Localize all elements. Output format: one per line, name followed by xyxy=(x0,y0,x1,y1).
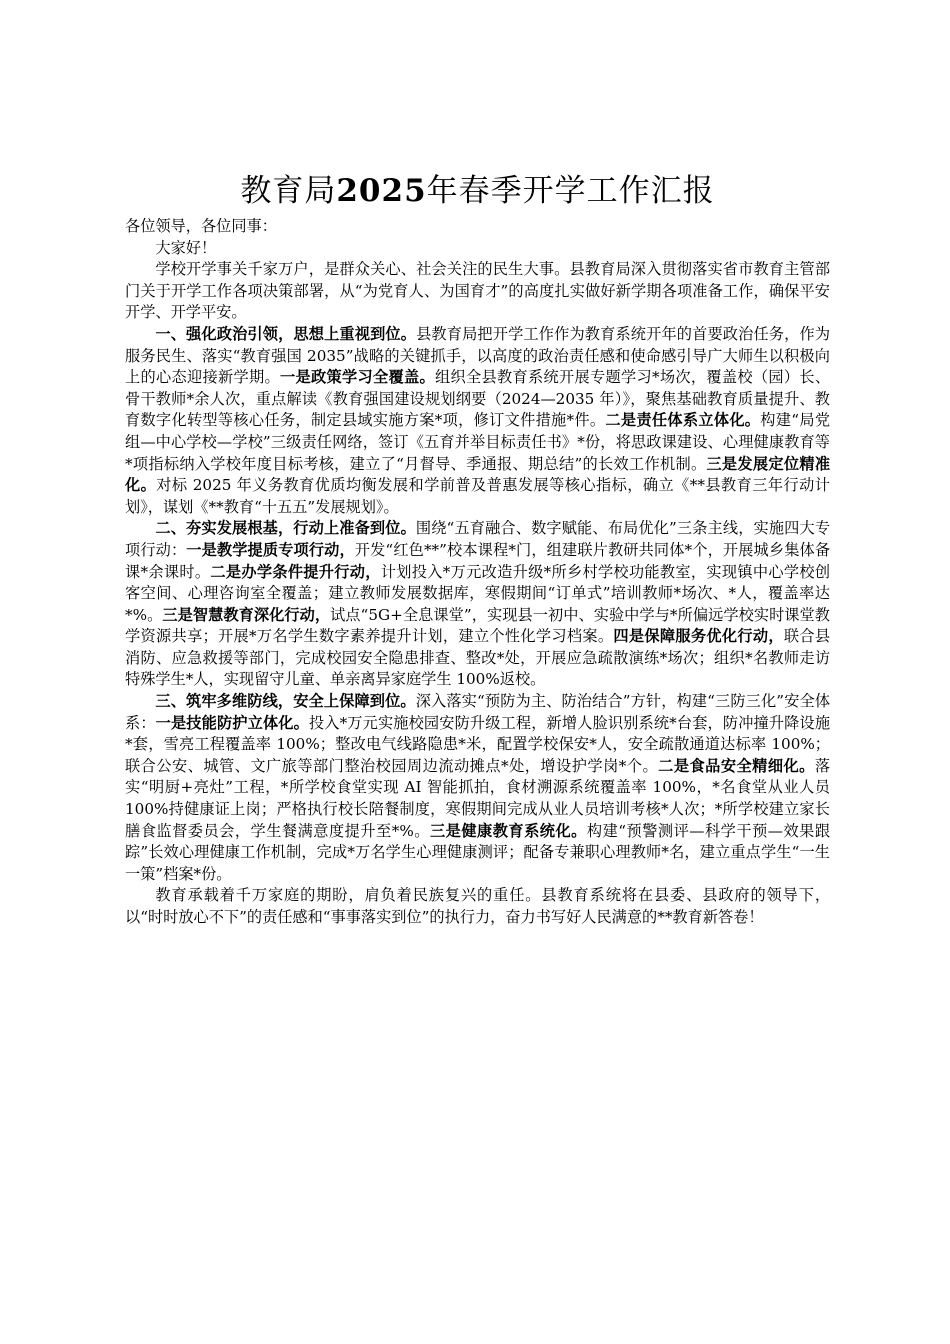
closing-paragraph: 教育承载着千万家庭的期盼，肩负着民族复兴的重任。县教育系统将在县委、县政府的领导下，以“时时放心不下”的责任感和“事事落实到位”的执行力，奋力书写好人民满意的**教育新答卷！ xyxy=(125,886,830,926)
section-3-text: 构建“预警测评—科学干预—效果跟踪”长效心理健康工作机制，完成*万名学生心理健康测评；配备专兼职心理教师*名，建立重点学生“一生一策”档案*份。 xyxy=(125,821,831,883)
section-2-sub-3: 三是智慧教育深化行动， xyxy=(162,605,331,624)
section-3-sub-3: 三是健康教育系统化。 xyxy=(429,821,587,840)
section-3-sub-2: 二是食品安全精细化。 xyxy=(658,756,815,775)
section-2-text: 围绕“五育融合、数字赋能、布局优化”三条主线，实施四大专项行动： xyxy=(125,519,831,559)
section-3-text: 落实“明厨+亮灶”工程，*所学校食堂实现 AI 智能抓拍，食材溯源系统覆盖率 100%，*名食堂从业人员 100%持健康证上岗；严格执行校长陪餐制度，寒假期间完成从业人员培训考核*人次；*所学校建立家长膳食监督委员会，学生餐满意度提升至*%。 xyxy=(125,756,831,840)
section-1-sub-2: 二是责任体系立体化。 xyxy=(605,411,761,430)
title-after: 年春季开学工作汇报 xyxy=(426,173,715,209)
section-1-sub-1: 一是政策学习全覆盖。 xyxy=(279,368,435,387)
section-3-text: 深入落实“预防为主、防治结合”方针，构建“三防三化”安全体系： xyxy=(125,692,831,732)
section-3-sub-1: 一是技能防护立体化。 xyxy=(155,713,309,732)
greeting: 大家好！ xyxy=(155,238,217,257)
section-3-text: 投入*万元实施校园安防升级工程，新增人脸识别系统*台套，防冲撞升降设施*套，雪亮工程覆盖率 100%；整改电气线路隐患*米，配置学校保安*人，安全疏散通道达标率 100%；联合公安、城管、文广旅等部门整治校园周边流动摊点*处，增设护学岗*个。 xyxy=(125,713,831,775)
section-3-heading: 三、筑牢多维防线，安全上保障到位。 xyxy=(155,692,416,711)
section-1-heading: 一、强化政治引领，思想上重视到位。 xyxy=(155,324,417,343)
salutation: 各位领导，各位同事： xyxy=(125,217,277,235)
title-year: 2025 xyxy=(336,173,427,209)
section-3-paragraph xyxy=(125,691,830,885)
title-before: 教育局 xyxy=(240,173,337,209)
section-2-sub-1: 一是教学提质专项行动， xyxy=(186,540,355,559)
section-2-text: 试点“5G+全息课堂”，实现县一初中、实验中学与*所偏远学校实时课堂教学资源共享；开展*万名学生数字素养提升计划，建立个性化学习档案。 xyxy=(125,605,830,646)
document-title xyxy=(125,168,830,214)
section-2-sub-4: 四是保障服务优化行动， xyxy=(613,627,784,646)
section-1-sub-3: 三是发展定位精准化。 xyxy=(125,454,831,495)
section-1-text: 县教育局把开学工作作为教育系统开年的首要政治任务，作为服务民生、落实“教育强国 2035”战略的关键抓手，以高度的政治责任感和使命感引导广大师生以积极向上的心态迎接新学期。 xyxy=(125,324,831,387)
section-1-text: 对标 2025 年义务教育优质均衡发展和学前普及普惠发展等核心指标，确立《**县教育三年行动计划》，谋划《**教育“十五五”发展规划》。 xyxy=(125,476,830,516)
section-2-heading: 二、夯实发展根基，行动上准备到位。 xyxy=(155,519,416,538)
section-2-text: 联合县消防、应急救援等部门，完成校园安全隐患排查、整改*处，开展应急疏散演练*场次；组织*名教师走访特殊学生*人，实现留守儿童、单亲离异家庭学生 100%返校。 xyxy=(125,627,831,689)
section-2-text: 计划投入*万元改造升级*所乡村学校功能教室，实现镇中心学校创客空间、心理咨询室全覆盖；建立教师发展数据库，寒假期间“订单式”培训教师*场次、*人，覆盖率达*%。 xyxy=(125,562,831,624)
section-2-paragraph xyxy=(125,518,830,691)
section-2-sub-2: 二是办学条件提升行动， xyxy=(210,562,381,581)
section-1-paragraph xyxy=(125,324,830,518)
intro-paragraph: 学校开学事关千家万户，是群众关心、社会关注的民生大事。县教育局深入贯彻落实省市教育主管部门关于开学工作各项决策部署，从“为党育人、为国育才”的高度扎实做好新学期各项准备工作，确保平安开学、开学平安。 xyxy=(125,260,830,322)
section-1-text: 组织全县教育系统开展专题学习*场次，覆盖校（园）长、骨干教师*余人次，重点解读《教育强国建设规划纲要（2024—2035 年）》，聚焦基础教育质量提升、教育数字化转型等核心任务，制定县域实施方案*项，修订文件措施*件。 xyxy=(125,368,831,430)
document-page xyxy=(125,168,830,929)
section-2-text: 开发“红色**”校本课程*门，组建联片教研共同体*个，开展城乡集体备课*余课时。 xyxy=(125,540,831,581)
section-1-text: 构建“局党组—中心学校—学校”三级责任网络，签订《五育并举目标责任书》*份，将思政课建设、心理健康教育等*项指标纳入学校年度目标考核，建立了“月督导、季通报、期总结”的长效工作机制。 xyxy=(125,411,831,473)
